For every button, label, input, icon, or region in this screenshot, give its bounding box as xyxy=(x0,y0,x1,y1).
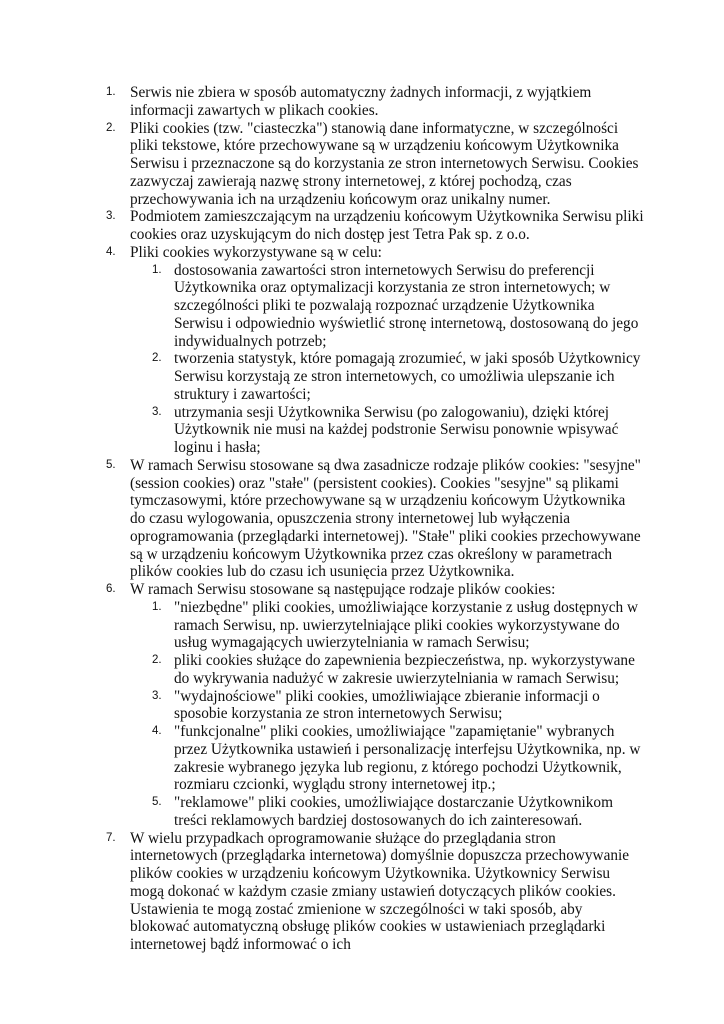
list-item-7 xyxy=(99,830,644,954)
sublist-item-4-3 xyxy=(130,404,644,457)
list-number: 7. xyxy=(106,831,116,844)
list-item-text: Pliki cookies wykorzystywane są w celu: xyxy=(130,243,382,261)
list-number: 4. xyxy=(152,725,162,737)
sublist xyxy=(130,599,644,830)
list-item-text: "niezbędne" pliki cookies, umożliwiające korzystanie z usług dostępnych w ramach Serwisu, np. uwierzytelniające pliki cookies wykorzystywane do usług wymagających uwierzytelniania w ramach Serwisu; xyxy=(174,598,639,652)
list-number: 1. xyxy=(106,86,116,98)
list-item-5 xyxy=(99,457,644,581)
list-number: 3. xyxy=(152,405,162,418)
list-number: 2. xyxy=(106,121,116,134)
list-number: 2. xyxy=(152,352,162,365)
sublist-item-6-2 xyxy=(130,652,644,688)
list-item-3 xyxy=(99,208,644,244)
list-number: 5. xyxy=(152,796,162,808)
list-item-text: W ramach Serwisu stosowane są dwa zasadnicze rodzaje plików cookies: "sesyjne" (session cookies) oraz "stałe" (persistent cookies). Cookies "sesyjne" są plikami tymczasowymi, które przechowywane są w urządzeniu końcowym Użytkownika do czasu wylogowania, opuszczenia strony internetowej lub wyłączenia oprogramowania (przeglądarki internetowej). "Stałe" pliki cookies przechowywane są w urządzeniu końcowym Użytkownika przez czas określony w parametrach plików cookies lub do czasu ich usunięcia przez Użytkownika. xyxy=(130,456,641,581)
list-item-2 xyxy=(99,120,644,209)
list-item-6 xyxy=(99,581,644,830)
sublist-item-6-4 xyxy=(130,723,644,794)
list-number: 2. xyxy=(152,654,162,666)
sublist-item-4-1 xyxy=(130,262,644,351)
list-item-text: "funkcjonalne" pliki cookies, umożliwiające "zapamiętanie" wybranych przez Użytkownika ustawień i personalizację interfejsu Użytkownika, np. w zakresie wybranego języka lub regionu, z którego pochodzi Użytkownik, rozmiaru czcionki, wyglądu strony internetowej itp.; xyxy=(174,723,641,794)
list-number: 1. xyxy=(152,263,162,276)
sublist xyxy=(130,262,644,457)
sublist-item-6-3 xyxy=(130,688,644,724)
sublist-item-4-2 xyxy=(130,350,644,403)
sublist-item-6-1 xyxy=(130,599,644,652)
list-number: 4. xyxy=(106,245,116,258)
list-number: 1. xyxy=(152,600,162,613)
list-item-text: "reklamowe" pliki cookies, umożliwiające dostarczanie Użytkownikom treści reklamowych bardziej dostosowanych do ich zainteresowań. xyxy=(174,794,613,829)
list-item-text: tworzenia statystyk, które pomagają zrozumieć, w jaki sposób Użytkownicy Serwisu korzystają ze stron internetowych, co umożliwia ulepszanie ich struktury i zawartości; xyxy=(174,350,641,403)
list-item-text: utrzymania sesji Użytkownika Serwisu (po zalogowaniu), dzięki której Użytkownik nie musi na każdej podstronie Serwisu ponownie wpisywać loginu i hasła; xyxy=(174,403,619,456)
list-item-text: Pliki cookies (tzw. "ciasteczka") stanowią dane informatyczne, w szczególności pliki tekstowe, które przechowywane są w urządzeniu końcowym Użytkownika Serwisu i przeznaczone są do korzystania ze stron internetowych Serwisu. Cookies zazwyczaj zawierają nazwę strony internetowej, z której pochodzą, czas przechowywania ich na urządzeniu końcowym oraz unikalny numer. xyxy=(130,119,639,208)
list-number: 5. xyxy=(106,458,116,471)
sublist-item-6-5 xyxy=(130,794,644,830)
list-number: 3. xyxy=(106,210,116,223)
list-number: 3. xyxy=(152,689,162,702)
list-item-text: Podmiotem zamieszczającym na urządzeniu końcowym Użytkownika Serwisu pliki cookies oraz uzyskującym do nich dostęp jest Tetra Pak sp. z o.o. xyxy=(130,208,644,243)
list-item-text: W ramach Serwisu stosowane są następujące rodzaje plików cookies: xyxy=(130,581,556,598)
list-item-text: "wydajnościowe" pliki cookies, umożliwiające zbieranie informacji o sposobie korzystania ze stron internetowych Serwisu; xyxy=(174,687,600,723)
list-item-text: dostosowania zawartości stron internetowych Serwisu do preferencji Użytkownika oraz optymalizacji korzystania ze stron internetowych; w szczególności pliki te pozwalają rozpoznać urządzenie Użytkownika Serwisu i odpowiednio wyświetlić stronę internetową, dostosowaną do jego indywidualnych potrzeb; xyxy=(174,261,639,350)
list-item-text: W wielu przypadkach oprogramowanie służące do przeglądania stron internetowych (przeglądarka internetowa) domyślnie dopuszcza przechowywanie plików cookies w urządzeniu końcowym Użytkownika. Użytkownicy Serwisu mogą dokonać w każdym czasie zmiany ustawień dotyczących plików cookies. Ustawienia te mogą zostać zmienione w szczególności w taki sposób, aby blokować automatyczną obsługę plików cookies w ustawieniach przeglądarki internetowej bądź informować o ich xyxy=(130,829,630,953)
list-item-text: Serwis nie zbiera w sposób automatyczny żadnych informacji, z wyjątkiem informacji zawartych w plikach cookies. xyxy=(130,84,592,119)
list-item-4 xyxy=(99,244,644,457)
list-item-1 xyxy=(99,84,644,120)
list-item-text: pliki cookies służące do zapewnienia bezpieczeństwa, np. wykorzystywane do wykrywania nadużyć w zakresie uwierzytelniania w ramach Serwisu; xyxy=(174,652,635,687)
cookie-policy-list xyxy=(99,84,644,954)
list-number: 6. xyxy=(106,583,116,595)
